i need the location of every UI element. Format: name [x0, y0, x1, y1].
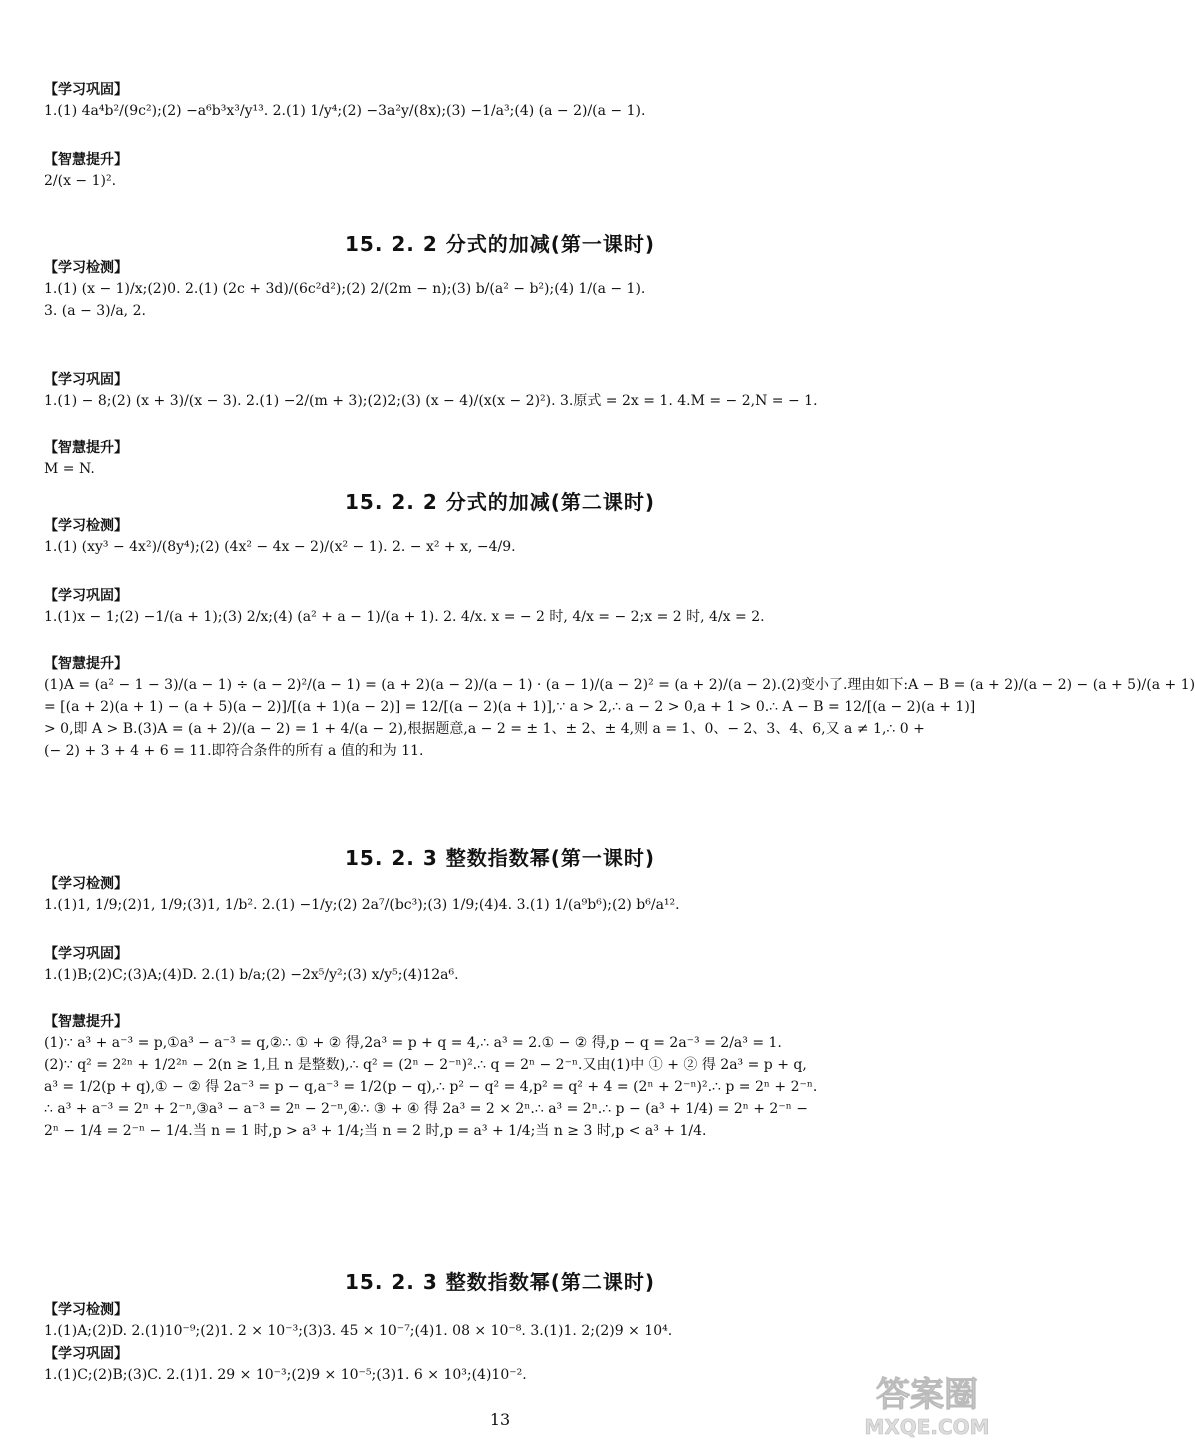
watermark-logo: [865, 1368, 990, 1443]
block-tag: 【智慧提升】: [44, 1014, 128, 1030]
answer-block: [44, 80, 940, 122]
block-tag: 【学习巩固】: [44, 588, 128, 604]
answer-line: 1.(1) (x − 1)/x;(2)0. 2.(1) (2c + 3d)/(6c²d²);(2) 2/(2m − n);(3) b/(a² − b²);(4) 1/(a − 1).: [44, 281, 646, 297]
block-tag: 【学习检测】: [44, 518, 128, 534]
answer-line: 1.(1) (xy³ − 4x²)/(8y⁴);(2) (4x² − 4x − 2)/(x² − 1). 2. − x² + x, −4/9.: [44, 539, 516, 555]
block-tag: 【学习检测】: [44, 260, 128, 276]
answer-line: 2ⁿ − 1/4 = 2⁻ⁿ − 1/4.当 n = 1 时,p > a³ + 1/4;当 n = 2 时,p = a³ + 1/4;当 n ≥ 3 时,p < a³ + 1/4.: [44, 1123, 707, 1139]
answer-block: [44, 874, 940, 916]
answer-line: (2)∵ q² = 2²ⁿ + 1/2²ⁿ − 2(n ≥ 1,且 n 是整数),∴ q² = (2ⁿ − 2⁻ⁿ)².∴ q = 2ⁿ − 2⁻ⁿ.又由(1)中 ① + ② 得 2a³ = p + q,: [44, 1057, 807, 1073]
answer-block: [44, 438, 940, 480]
answer-line: 1.(1)B;(2)C;(3)A;(4)D. 2.(1) b/a;(2) −2x⁵/y²;(3) x/y⁵;(4)12a⁶.: [44, 967, 459, 983]
page-number: 13: [489, 1410, 511, 1429]
answer-line: 1.(1) 4a⁴b²/(9c²);(2) −a⁶b³x³/y¹³. 2.(1) 1/y⁴;(2) −3a²y/(8x);(3) −1/a³;(4) (a − 2)/(a − 1).: [44, 103, 646, 119]
answer-line: a³ = 1/2(p + q),① − ② 得 2a⁻³ = p − q,a⁻³ = 1/2(p − q),∴ p² − q² = 4,p² = q² + 4 = (2ⁿ + 2⁻ⁿ)².∴ p = 2ⁿ + 2⁻ⁿ.: [44, 1079, 818, 1095]
answer-block: [44, 516, 940, 558]
section-title: 15. 2. 3 整数指数幂(第一课时): [344, 846, 656, 870]
answer-block: [44, 258, 940, 322]
block-tag: 【智慧提升】: [44, 152, 128, 168]
answer-block: [44, 1300, 940, 1342]
answer-line: 1.(1)x − 1;(2) −1/(a + 1);(3) 2/x;(4) (a² + a − 1)/(a + 1). 2. 4/x. x = − 2 时, 4/x = − 2;x = 2 时, 4/x = 2.: [44, 609, 765, 625]
answer-block: [44, 944, 940, 986]
answer-line: 2/(x − 1)².: [44, 173, 117, 189]
answer-line: 1.(1) − 8;(2) (x + 3)/(x − 3). 2.(1) −2/(m + 3);(2)2;(3) (x − 4)/(x(x − 2)²). 3.原式 = 2x = 1. 4.M = − 2,N = − 1.: [44, 393, 818, 409]
section-title: 15. 2. 3 整数指数幂(第二课时): [344, 1270, 656, 1294]
answer-block: [44, 370, 940, 412]
section-title: 15. 2. 2 分式的加减(第二课时): [344, 490, 656, 514]
answer-line: 1.(1)A;(2)D. 2.(1)10⁻⁹;(2)1. 2 × 10⁻³;(3)3. 45 × 10⁻⁷;(4)1. 08 × 10⁻⁸. 3.(1)1. 2;(2)9 × 10⁴.: [44, 1323, 673, 1339]
answer-line: (1)∵ a³ + a⁻³ = p,①a³ − a⁻³ = q,②∴ ① + ② 得,2a³ = p + q = 4,∴ a³ = 2.① − ② 得,p − q = 2a⁻³ = 2/a³ = 1.: [44, 1035, 782, 1051]
section-title: 15. 2. 2 分式的加减(第一课时): [344, 232, 656, 256]
block-tag: 【学习检测】: [44, 876, 128, 892]
block-tag: 【学习巩固】: [44, 372, 128, 388]
answer-line: 1.(1)1, 1/9;(2)1, 1/9;(3)1, 1/b². 2.(1) −1/y;(2) 2a⁷/(bc³);(3) 1/9;(4)4. 3.(1) 1/(a⁹b⁶);(2) b⁶/a¹².: [44, 897, 680, 913]
answer-block: [44, 1344, 940, 1386]
block-tag: 【学习巩固】: [44, 1346, 128, 1362]
answer-line: > 0,即 A > B.(3)A = (a + 2)/(a − 2) = 1 + 4/(a − 2),根据题意,a − 2 = ± 1、± 2、± 4,则 a = 1、0、− 2、3、4、6,又 a ≠ 1,∴ 0 +: [44, 721, 925, 737]
answer-line: M = N.: [44, 461, 95, 477]
answer-line: (− 2) + 3 + 4 + 6 = 11.即符合条件的所有 a 值的和为 11.: [44, 743, 424, 759]
answer-line: ∴ a³ + a⁻³ = 2ⁿ + 2⁻ⁿ,③a³ − a⁻³ = 2ⁿ − 2⁻ⁿ,④∴ ③ + ④ 得 2a³ = 2 × 2ⁿ.∴ a³ = 2ⁿ.∴ p − (a³ + 1/4) = 2ⁿ + 2⁻ⁿ −: [44, 1101, 808, 1117]
answer-line: 1.(1)C;(2)B;(3)C. 2.(1)1. 29 × 10⁻³;(2)9 × 10⁻⁵;(3)1. 6 × 10³;(4)10⁻².: [44, 1367, 527, 1383]
block-tag: 【智慧提升】: [44, 440, 128, 456]
block-tag: 【学习巩固】: [44, 82, 128, 98]
answer-block: [44, 586, 940, 628]
block-tag: 【智慧提升】: [44, 656, 128, 672]
block-tag: 【学习检测】: [44, 1302, 128, 1318]
answer-line: 3. (a − 3)/a, 2.: [44, 303, 146, 319]
answer-block: [44, 1012, 940, 1142]
answer-block: [44, 654, 1195, 762]
answer-block: [44, 150, 940, 192]
block-tag: 【学习巩固】: [44, 946, 128, 962]
answer-line: = [(a + 2)(a + 1) − (a + 5)(a − 2)]/[(a + 1)(a − 2)] = 12/[(a − 2)(a + 1)],∵ a > 2,∴ a − 2 > 0,a + 1 > 0.∴ A − B = 12/[(a − 2)(a + 1)]: [44, 699, 976, 715]
watermark-url: MXQE.COM: [864, 1415, 990, 1439]
watermark-chars: 答案圈: [876, 1375, 978, 1415]
answer-line: (1)A = (a² − 1 − 3)/(a − 1) ÷ (a − 2)²/(a − 1) = (a + 2)(a − 2)/(a − 1) · (a − 1)/(a − 2)² = (a + 2)/(a − 2).(2)变小了.理由如下:A − B = (a + 2)/(a − 2) − (a + 5)/(a + 1): [44, 677, 1195, 693]
